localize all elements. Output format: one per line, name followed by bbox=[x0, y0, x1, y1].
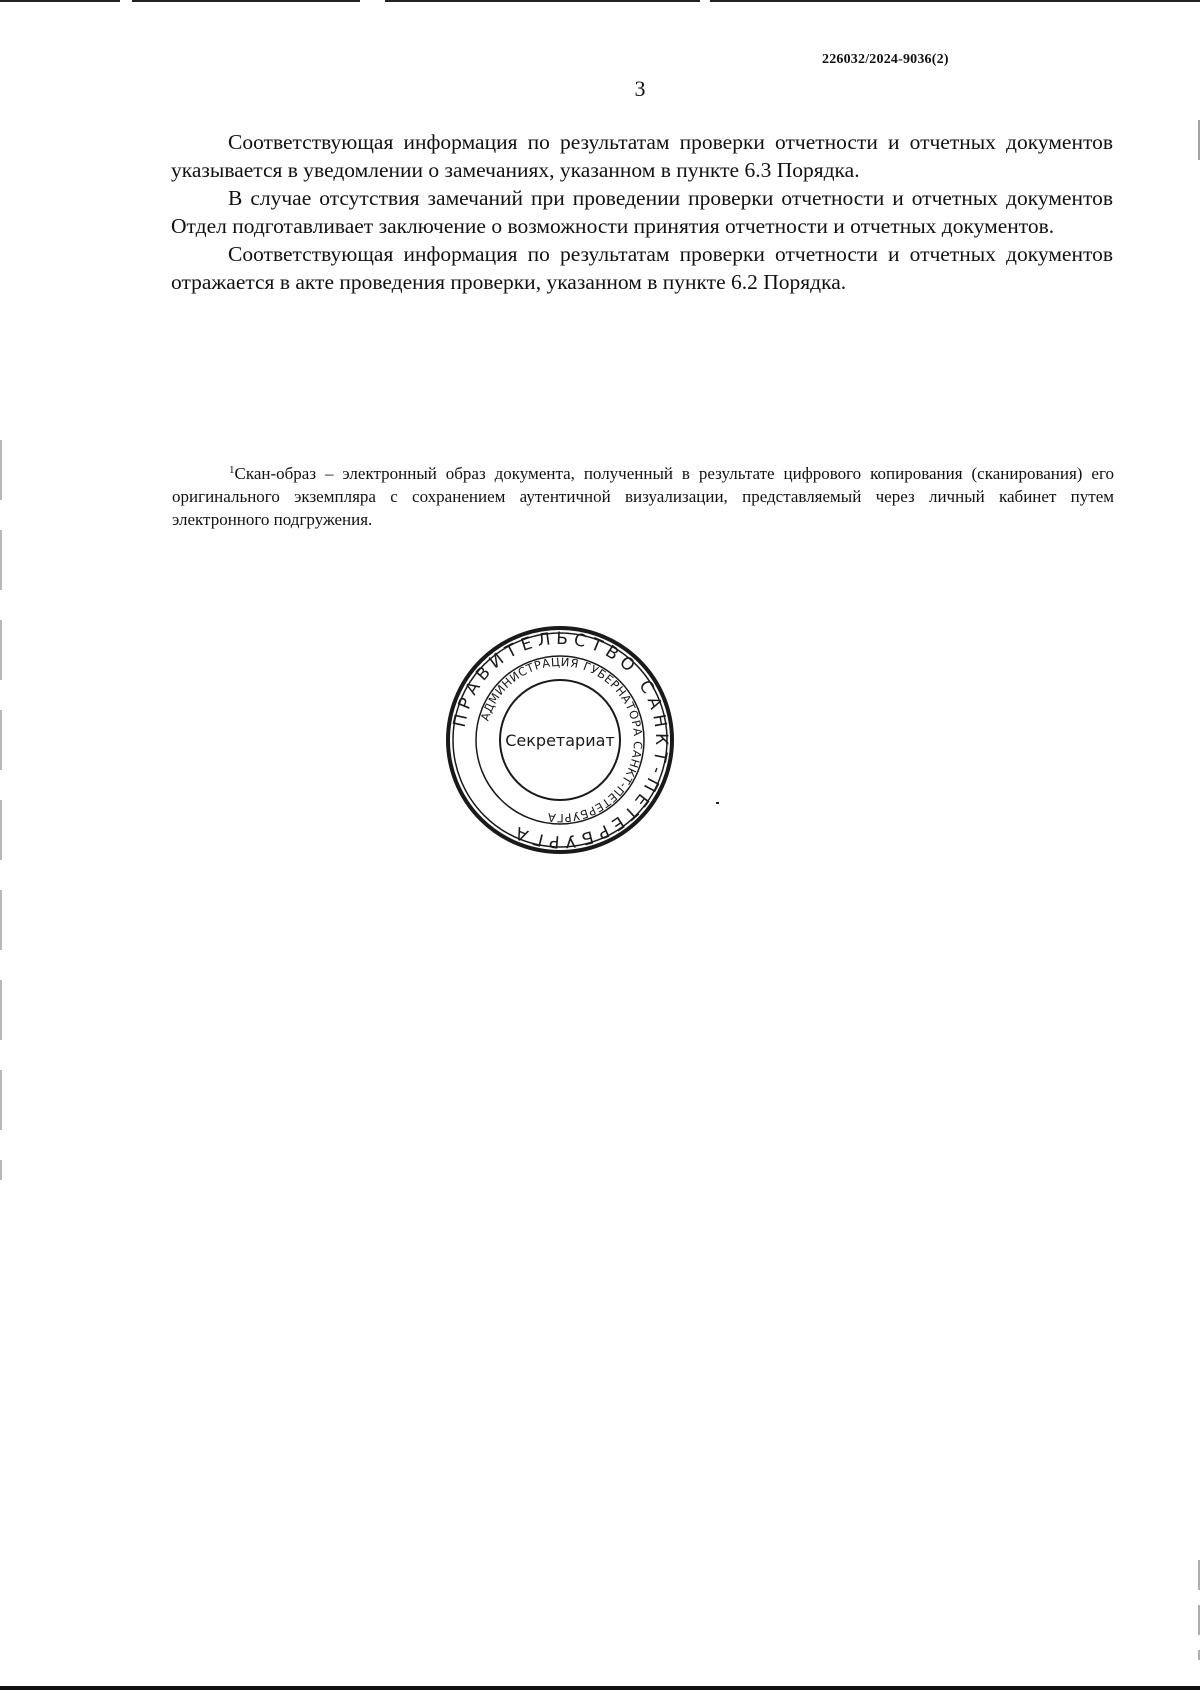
document-number: 226032/2024-9036(2) bbox=[822, 52, 949, 67]
footnote bbox=[172, 462, 1114, 531]
paragraph: Соответствующая информация по результатам проверки отчетности и отчетных документов отражается в акте проведения проверки, указанном в пункте 6.2 Порядка. bbox=[171, 242, 1113, 294]
stamp-inner-text: АДМИНИСТРАЦИЯ ГУБЕРНАТОРА САНКТ-ПЕТЕРБУРГА bbox=[477, 654, 646, 826]
footnote-marker: 1 bbox=[229, 464, 235, 476]
scan-edge-bottom bbox=[0, 1686, 1200, 1690]
secretariat-stamp bbox=[440, 620, 680, 860]
paragraph: В случае отсутствия замечаний при проведении проверки отчетности и отчетных документов Отдел подготавливает заключение о возможности принятия отчетности и отчетных документов. bbox=[171, 186, 1113, 238]
scan-speck bbox=[716, 802, 719, 804]
stamp-outer-text: ПРАВИТЕЛЬСТВО САНКТ-ПЕТЕРБУРГА bbox=[449, 628, 672, 852]
body-text bbox=[171, 128, 1113, 296]
footnote-text: Скан-образ – электронный образ документа, полученный в результате цифрового копирования (сканирования) его оригинального экземпляра с сохранением аутентичной визуализации, представляемый через личный кабинет путем электронного подгружения. bbox=[172, 464, 1114, 529]
stamp-center-text: Секретариат bbox=[505, 731, 615, 750]
scan-edge-top bbox=[0, 0, 1200, 2]
paragraph: Соответствующая информация по результатам проверки отчетности и отчетных документов указывается в уведомлении о замечаниях, указанном в пункте 6.3 Порядка. bbox=[171, 130, 1113, 182]
page-number: 3 bbox=[634, 76, 646, 101]
scan-edge-left bbox=[0, 440, 2, 1180]
